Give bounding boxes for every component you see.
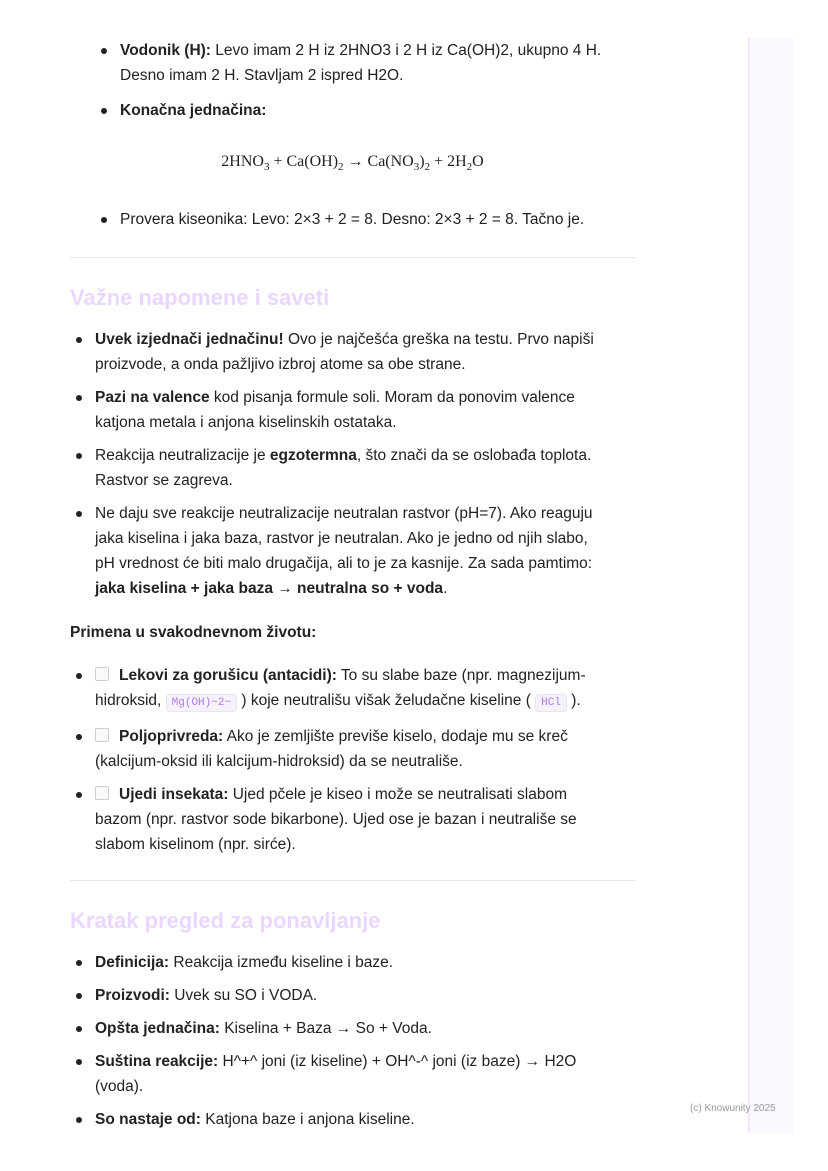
list-item: Suština reakcije: H^+^ joni (iz kiseline) + OH^-^ joni (iz baze) → H2O (voda).	[70, 1049, 635, 1099]
section-title-notes: Važne napomene i saveti	[70, 285, 330, 310]
list-item: Opšta jednačina: Kiselina + Baza → So + Voda.	[70, 1016, 635, 1041]
checkbox-icon[interactable]	[95, 667, 109, 681]
usage-title: Primena u svakodnevnom životu:	[70, 624, 317, 641]
section-title-summary: Kratak pregled za ponavljanje	[70, 908, 381, 933]
checkbox-icon[interactable]	[95, 728, 109, 742]
checkbox-icon[interactable]	[95, 786, 109, 800]
list-item: Ujedi insekata: Ujed pčele je kiseo i može se neutralisati slabom bazom (npr. rastvor sode bikarbone). Ujed ose je bazan i neutrališe se slabom kiselinom (npr. sirće).	[70, 782, 635, 857]
list-item: So nastaje od: Katjona baze i anjona kiseline.	[70, 1107, 635, 1132]
list-item: Uvek izjednači jednačinu! Ovo je najčešća greška na testu. Prvo napiši proizvode, a onda pažljivo izbroj atome sa obe strane.	[70, 327, 635, 377]
inline-code-mg-oh: Mg(OH)~2~	[166, 694, 237, 712]
final-equation: $2HNO_3 + Ca(OH)_2 \to Ca(NO_3)_2 + 2H_2O$	[221, 153, 484, 174]
usage-list	[70, 663, 635, 857]
list-item: Pazi na valence kod pisanja formule soli. Moram da ponovim valence katjona metala i anjona kiselinskih ostataka.	[70, 385, 635, 435]
summary-list	[70, 950, 635, 1132]
list-item: Ne daju sve reakcije neutralizacije neutralan rastvor (pH=7). Ako reaguju jaka kiselina i jaka baza, rastvor je neutralan. Ako je jedno od njih slabo, pH vrednost će biti malo drugačija, ali to je za kasnije. Za sada pamtimo: jaka kiselina + jaka baza → neutralna so + voda.	[70, 501, 635, 601]
list-item: Vodonik (H): Levo imam 2 H iz 2HNO3 i 2 H iz Ca(OH)2, ukupno 4 H. Desno imam 2 H. Stavljam 2 ispred H2O.	[70, 38, 635, 88]
section-divider	[70, 880, 635, 881]
list-item: Konačna jednačina:	[70, 98, 635, 123]
copyright-footer: (c) Knowunity 2025	[690, 1103, 776, 1114]
oxygen-check-list	[70, 207, 635, 232]
list-item: Reakcija neutralizacije je egzotermna, što znači da se oslobađa toplota. Rastvor se zagreva.	[70, 443, 635, 493]
section-divider	[70, 257, 635, 258]
list-item: Proizvodi: Uvek su SO i VODA.	[70, 983, 635, 1008]
notes-list	[70, 327, 635, 601]
list-item: Poljoprivreda: Ako je zemljište previše kiselo, dodaje mu se kreč (kalcijum-oksid ili kalcijum-hidroksid) da se neutrališe.	[70, 724, 635, 774]
list-item: Lekovi za gorušicu (antacidi): To su slabe baze (npr. magnezijum- hidroksid, Mg(OH)~2~ ) koje neutrališu višak želudačne kiseline ( HCl ).	[70, 663, 635, 716]
list-item: Provera kiseonika: Levo: 2×3 + 2 = 8. Desno: 2×3 + 2 = 8. Tačno je.	[70, 207, 635, 232]
inline-code-hcl: HCl	[535, 694, 567, 712]
hydrogen-balance-list	[70, 38, 635, 123]
right-margin-panel	[748, 38, 794, 1133]
list-item: Definicija: Reakcija između kiseline i baze.	[70, 950, 635, 975]
